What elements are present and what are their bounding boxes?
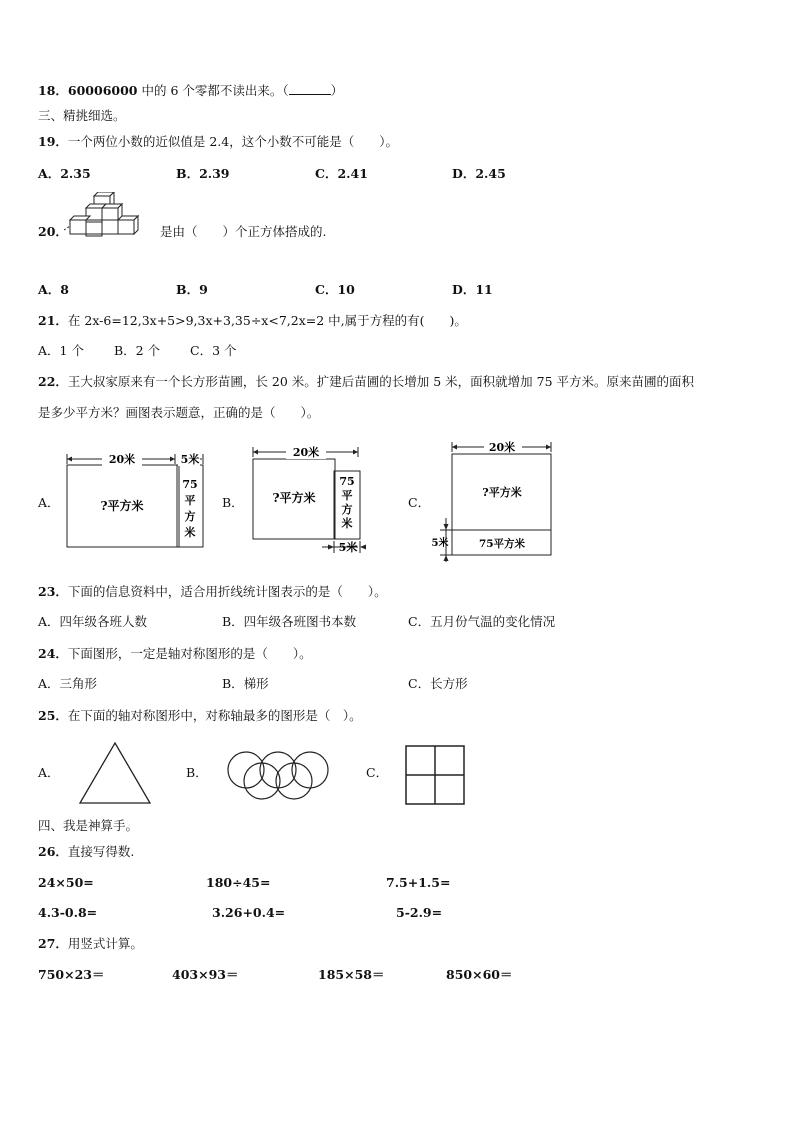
- question-27: [38, 936, 143, 952]
- question-number: 22．: [38, 374, 68, 389]
- question-number: 23．: [38, 584, 68, 599]
- option-c[interactable]: C．10: [315, 282, 355, 297]
- question-number: 20．: [38, 224, 68, 239]
- area-label: ?平方米: [272, 491, 316, 505]
- calc-item: 7.5+1.5=: [386, 875, 451, 890]
- option-b-label[interactable]: B．: [186, 765, 208, 780]
- option-b[interactable]: B．梯形: [222, 676, 269, 691]
- question-22: [38, 374, 694, 390]
- width-20-label: 20米: [488, 441, 516, 454]
- question-text: 是由（ ）个正方体搭成的.: [160, 224, 327, 239]
- extra-area-label-3: 方: [341, 503, 353, 516]
- question-text: 用竖式计算。: [67, 936, 143, 951]
- question-number: 25．: [38, 708, 68, 723]
- question-text: 在下面的轴对称图形中，对称轴最多的图形是（ ）。: [67, 708, 362, 723]
- question-19: [38, 134, 398, 150]
- option-a-label[interactable]: A．: [38, 495, 60, 510]
- calc-item: 5-2.9=: [396, 905, 443, 920]
- width-5-label: 5米: [338, 541, 358, 554]
- option-a[interactable]: A．8: [38, 282, 69, 297]
- area-label: ?平方米: [482, 486, 522, 499]
- question-number: 21．: [38, 313, 68, 328]
- question-number: 19．: [38, 134, 68, 149]
- question-23: [38, 584, 387, 600]
- olympic-rings-figure: [224, 750, 332, 802]
- calc-item: 180÷45=: [206, 875, 271, 890]
- calc-item: 750×23＝: [38, 967, 105, 982]
- question-text-end: ）: [330, 83, 344, 98]
- question-number: 27．: [38, 936, 68, 951]
- question-26: [38, 844, 134, 860]
- question-21: [38, 313, 467, 329]
- extra-area-label-4: 米: [341, 517, 353, 530]
- option-b-label[interactable]: B．: [222, 495, 244, 510]
- extra-area-label-1: 75: [182, 478, 198, 491]
- question-18: [38, 82, 343, 99]
- section-heading: 三、精挑细选。: [38, 108, 126, 123]
- width-5-label: 5米: [180, 453, 200, 466]
- option-a-label[interactable]: A．: [38, 765, 60, 780]
- question-text: 在 2x-6=12,3x+5>9,3x+3,35÷x<7,2x=2 中,属于方程的有( )。: [67, 313, 467, 328]
- answer-blank[interactable]: [289, 82, 331, 95]
- question-text: 一个两位小数的近似值是 2.4，这个小数不可能是（ ）。: [67, 134, 399, 149]
- question-number: 24．: [38, 646, 68, 661]
- option-c[interactable]: C．长方形: [408, 676, 468, 691]
- extra-area-label-2: 平: [341, 489, 353, 502]
- extra-area-label-2: 平: [184, 494, 196, 507]
- figure-option-a: [62, 448, 212, 553]
- option-d[interactable]: D．2.45: [452, 166, 506, 181]
- width-5-label: 5米: [431, 538, 449, 549]
- option-b[interactable]: B．2.39: [176, 166, 230, 181]
- calc-item: 24×50=: [38, 875, 94, 890]
- square-grid-figure: [404, 744, 466, 806]
- question-text-line2: 是多少平方米？画图表示题意，正确的是（ ）。: [38, 405, 320, 420]
- option-c-label[interactable]: C．: [408, 495, 431, 510]
- extra-area-label-3: 方: [184, 510, 196, 523]
- option-a[interactable]: A．四年级各班人数: [38, 614, 148, 629]
- width-20-label: 20米: [108, 453, 136, 466]
- option-d[interactable]: D．11: [452, 282, 493, 297]
- option-b[interactable]: B．2 个: [114, 343, 161, 358]
- extra-area-label-1: 75: [339, 475, 355, 488]
- question-number: 26．: [38, 844, 68, 859]
- area-label: ?平方米: [100, 499, 144, 513]
- option-a[interactable]: A．三角形: [38, 676, 98, 691]
- extra-area-label-4: 米: [184, 526, 196, 539]
- option-a[interactable]: A．2.35: [38, 166, 91, 181]
- triangle-figure: [76, 740, 154, 808]
- section-heading: 四、我是神算手。: [38, 818, 139, 833]
- question-25: [38, 708, 362, 724]
- calc-item: 3.26+0.4=: [212, 905, 286, 920]
- question-number: 18．: [38, 83, 68, 98]
- question-text: 下面的信息资料中，适合用折线统计图表示的是（ ）。: [67, 584, 387, 599]
- option-c[interactable]: C．五月份气温的变化情况: [408, 614, 556, 629]
- question-text: 下面图形，一定是轴对称图形的是（ ）。: [67, 646, 312, 661]
- calc-item: 403×93＝: [172, 967, 239, 982]
- question-text: 直接写得数.: [67, 844, 135, 859]
- figure-option-c: [428, 440, 558, 562]
- calc-item: 185×58＝: [318, 967, 385, 982]
- question-text-line1: 王大叔家原来有一个长方形苗圃，长 20 米。扩建后苗圃的长增加 5 米，面积就增加 75 平方米。原来苗圃的面积: [67, 374, 695, 389]
- option-c[interactable]: C．2.41: [315, 166, 368, 181]
- extra-area-label: 75平方米: [478, 538, 526, 550]
- calc-item: 4.3-0.8=: [38, 905, 98, 920]
- option-a[interactable]: A．1 个: [38, 343, 84, 358]
- question-text: 中的 6 个零都不读出来。（: [137, 83, 289, 98]
- option-b[interactable]: B．9: [176, 282, 208, 297]
- figure-option-b: [248, 443, 378, 558]
- cube-stack-figure: [64, 192, 154, 242]
- question-24: [38, 646, 312, 662]
- option-c[interactable]: C．3 个: [190, 343, 237, 358]
- option-c-label[interactable]: C．: [366, 765, 389, 780]
- width-20-label: 20米: [292, 446, 320, 459]
- option-b[interactable]: B．四年级各班图书本数: [222, 614, 357, 629]
- question-number-value: 60006000: [67, 83, 138, 98]
- calc-item: 850×60＝: [446, 967, 513, 982]
